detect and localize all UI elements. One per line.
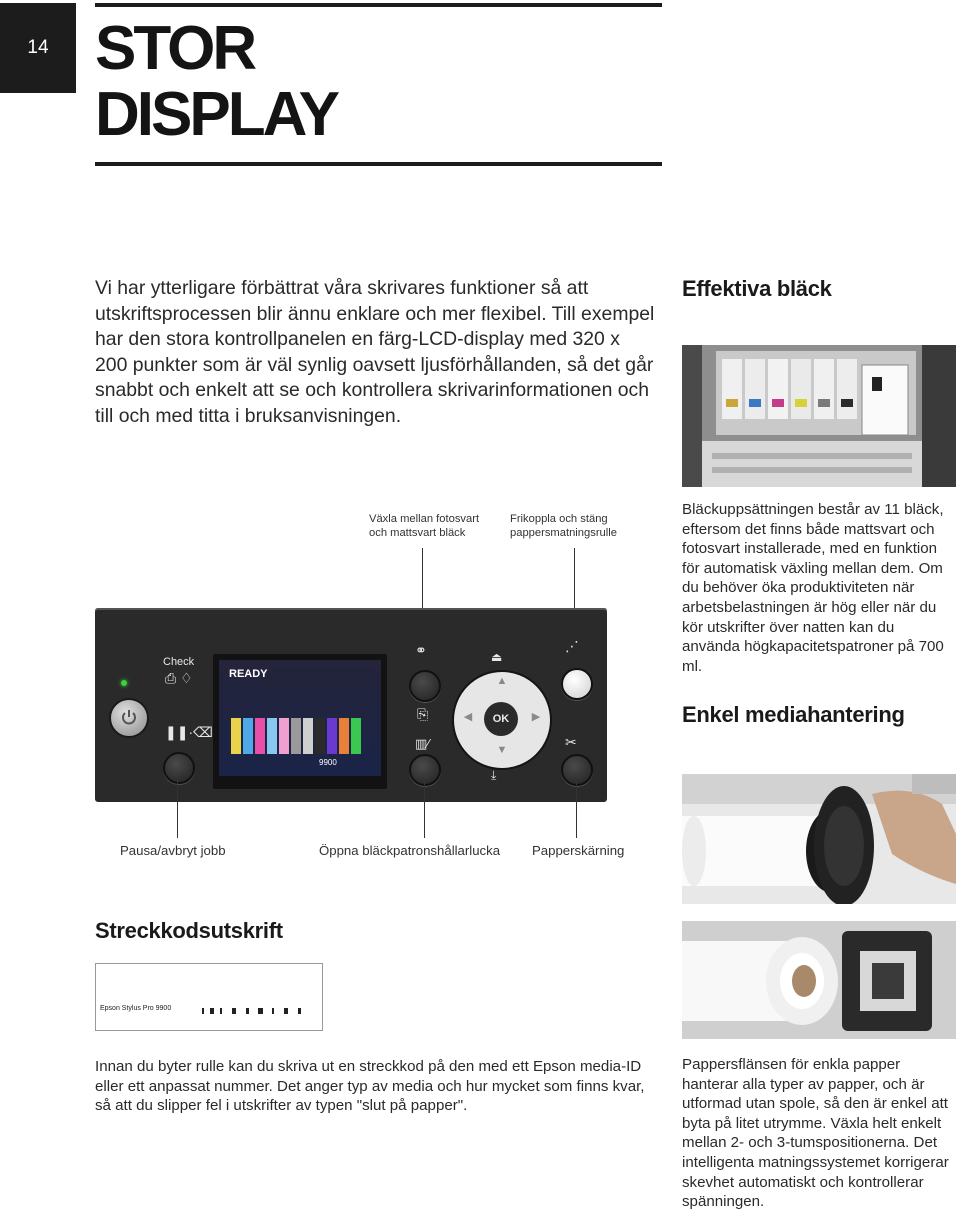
media-body: Pappersflänsen för enkla papper hanterar alla typer av papper, och är utformad utan spole, så den är enkel att byta på litet utrymme. Växla helt enkelt mellan 2- och 3-tumspositionerna. Det intelligenta matningssystemet korrigerar skevhet automatiskt och kontrollerar spänningen. <box>682 1056 949 1211</box>
ink-level-bars <box>231 718 369 754</box>
check-label: Check <box>163 656 195 668</box>
callout-ink-cover: Öppna bläckpatronshållarlucka <box>319 843 501 858</box>
callout-pause-cancel: Pausa/avbryt jobb <box>120 843 226 858</box>
ink-heading: Effektiva bläck <box>682 276 832 301</box>
ink-body: Bläckuppsättningen består av 11 bläck, eftersom det finns både mattsvart och fotosvart installerade, med en funktion för automatisk växling mellan dem. Om du behöver öka produktiviteten när arbetsbelastningen är hög eller när du kör utskrifter över natten kan du använda högkapacitetspatroner på 700 ml. <box>682 501 944 675</box>
ink-switch-button[interactable] <box>409 670 441 702</box>
media-heading: Enkel mediahantering <box>682 702 905 727</box>
roll-media-photo <box>682 774 956 904</box>
up-arrow-button[interactable]: ▲ <box>496 675 508 687</box>
pause-cancel-button[interactable] <box>163 752 195 784</box>
page-title: STOR DISPLAY <box>95 14 338 149</box>
barcode-strip <box>95 963 323 1031</box>
right-arrow-button[interactable]: ▶ <box>531 711 541 723</box>
paper-down-icon: ⤓ <box>491 768 497 782</box>
barcode-heading: Streckkodsutskrift <box>95 918 283 943</box>
ink-cover-open-button[interactable] <box>409 754 441 786</box>
page-number: 14 <box>0 3 76 93</box>
left-arrow-button[interactable]: ◀ <box>463 711 473 723</box>
barcode-strip-text: Epson Stylus Pro 9900 <box>100 1005 172 1012</box>
paper-release-icon: ⋰ <box>565 638 579 654</box>
media-icon: ⎘ <box>417 706 429 722</box>
callout-line <box>424 780 425 838</box>
paper-cut-button[interactable] <box>561 754 593 786</box>
power-button[interactable] <box>109 698 149 738</box>
direction-pad <box>452 670 552 770</box>
power-led <box>121 680 127 686</box>
top-rule <box>95 3 662 7</box>
check-icons: ⎙ ♢ <box>165 670 193 686</box>
ok-button[interactable]: OK <box>484 702 518 736</box>
ink-cover-icon: ▥⁄ <box>415 736 430 751</box>
barcode-marks <box>202 1006 314 1016</box>
lcd-screen <box>219 660 381 776</box>
callout-paper-feed-roller: Frikoppla och stäng pappersmatningsrulle <box>510 513 617 539</box>
ink-cartridge-photo <box>682 345 956 487</box>
paper-flange-photo <box>682 921 956 1039</box>
down-arrow-button[interactable]: ▼ <box>496 744 508 756</box>
paper-up-icon: ⏏ <box>491 650 503 664</box>
intro-paragraph: Vi har ytterligare förbättrat våra skrivares funktioner så att utskriftsprocessen blir ännu enklare och mer flexibel. Till exempel har den stora kontrollpanelen en färg-LCD-display med 320 x 200 punkter som är väl synlig oavsett ljusförhållanden, så det går snabbt och enkelt att se och kontrollera skrivarinformationen och till och med titta i bruksanvisningen. <box>95 277 655 427</box>
title-rule <box>95 162 662 166</box>
pause-cancel-icon: ❚❚·⌫ <box>165 724 213 740</box>
barcode-body: Innan du byter rulle kan du skriva ut en streckkod på den med ett Epson media-ID eller ett anpassat nummer. Det anger typ av media och hur mycket som finns kvar, så att du slipper fel i utskrifter av typen "slut på papper". <box>95 1058 645 1115</box>
lcd-footer: 9900 <box>319 758 337 767</box>
scissors-icon: ✂ <box>565 734 577 750</box>
lcd-status: READY <box>229 668 268 680</box>
ink-switch-icon: ⚭ <box>415 642 427 658</box>
callout-paper-cut: Papperskärning <box>532 843 625 858</box>
power-icon <box>120 709 138 727</box>
callout-line <box>576 780 577 838</box>
callout-line <box>177 780 178 838</box>
callout-photo-matte-switch: Växla mellan fotosvart och mattsvart bläck <box>369 513 480 539</box>
paper-release-button[interactable] <box>561 668 593 700</box>
lcd-display <box>213 654 387 789</box>
control-panel <box>95 608 607 802</box>
